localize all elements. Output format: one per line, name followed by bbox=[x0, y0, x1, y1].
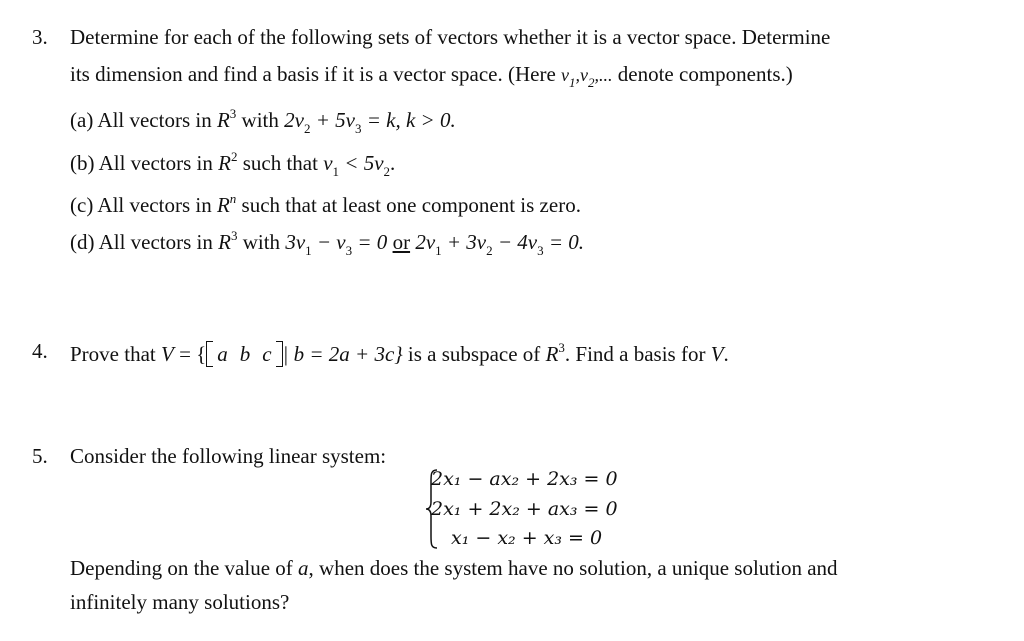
q3-line2: its dimension and find a basis if it is a vector space. (Here $v_1,v_2$,... denote components.) bbox=[70, 62, 793, 90]
q4-number: 4. bbox=[32, 339, 48, 363]
linear-system bbox=[425, 468, 645, 550]
q3-line1: Determine for each of the following sets of vectors whether it is a vector space. Determine bbox=[70, 25, 831, 49]
q3-part-c: (c) All vectors in $R^n$ such that at least one component is zero. bbox=[70, 191, 581, 217]
or-word: or bbox=[392, 230, 411, 254]
q3-number: 3. bbox=[32, 25, 48, 49]
q3-part-d: (d) All vectors in $R^3$ with $3v_1 - v_3 = 0$ or $2v_1 + 3v_2 - 4v_3 = 0$. bbox=[70, 228, 585, 258]
q5-question-line2: infinitely many solutions? bbox=[70, 590, 290, 614]
right-bracket bbox=[276, 341, 283, 367]
equation-3: x₁ − x₂ + x₃ = 0 bbox=[451, 527, 603, 549]
equation-2: 2x₁ + 2x₂ + ax₃ = 0 bbox=[431, 498, 618, 520]
q5-intro: Consider the following linear system: bbox=[70, 444, 387, 468]
equation-1: 2x₁ − ax₂ + 2x₃ = 0 bbox=[431, 468, 618, 490]
q3-part-a: (a) All vectors in $R^3$ with $2v_2 + 5v_3 = k$, k > 0. bbox=[70, 106, 456, 136]
q5-number: 5. bbox=[32, 444, 48, 468]
left-bracket bbox=[206, 341, 213, 367]
q4-text: Prove that V = { a b c | b = 2a + 3c} is a subspace of $R^3$. Find a basis for V. bbox=[70, 340, 729, 366]
q3-part-b: (b) All vectors in $R^2$ such that $v_1 < 5v_2$. bbox=[70, 149, 396, 179]
q5-question-line1: Depending on the value of a, when does the system have no solution, a unique solution and bbox=[70, 556, 838, 580]
